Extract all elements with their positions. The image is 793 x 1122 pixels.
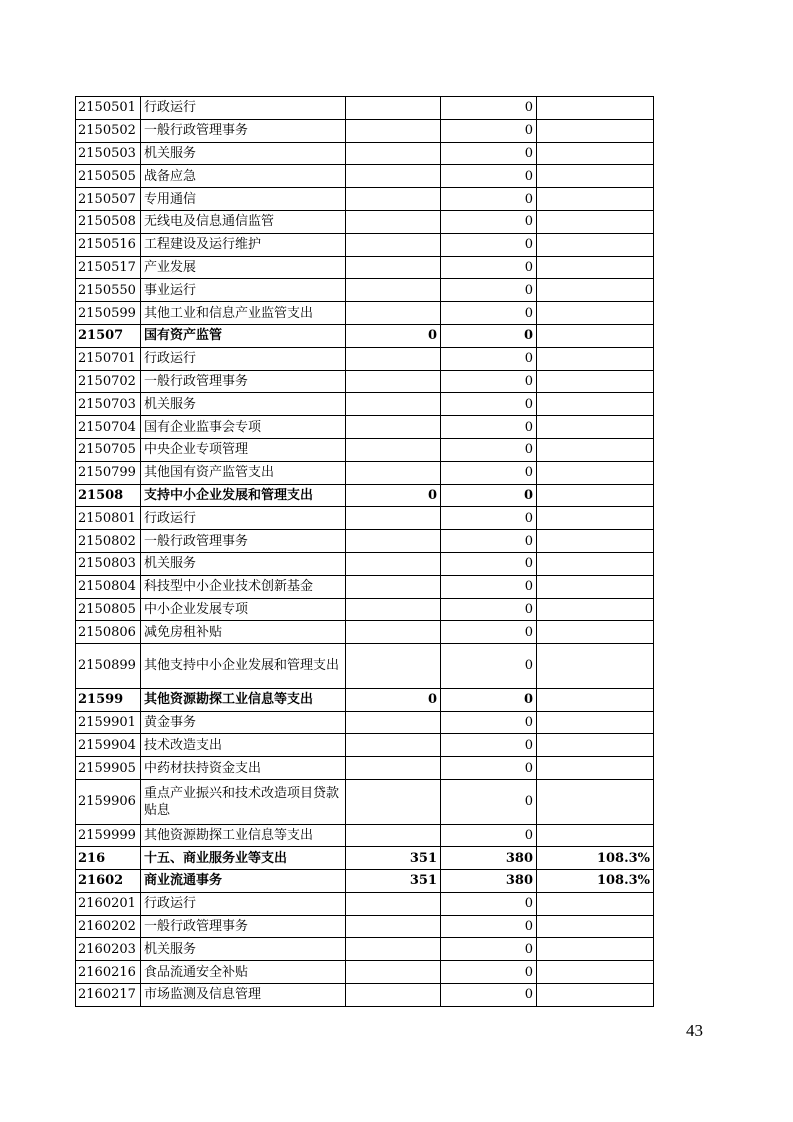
budget-amount-cell bbox=[346, 915, 441, 938]
actual-amount-cell: 0 bbox=[441, 915, 537, 938]
table-row bbox=[76, 324, 654, 347]
subject-name-cell: 中小企业发展专项 bbox=[141, 598, 346, 621]
actual-amount-cell: 0 bbox=[441, 97, 537, 120]
subject-code-cell: 21602 bbox=[76, 870, 141, 893]
budget-amount-cell bbox=[346, 507, 441, 530]
table-row bbox=[76, 621, 654, 644]
completion-ratio-cell bbox=[537, 324, 654, 347]
actual-amount-cell: 0 bbox=[441, 484, 537, 507]
completion-ratio-cell bbox=[537, 256, 654, 279]
actual-amount-cell: 0 bbox=[441, 824, 537, 847]
subject-name-cell: 一般行政管理事务 bbox=[141, 119, 346, 142]
actual-amount-cell: 0 bbox=[441, 938, 537, 961]
subject-code-cell: 2150501 bbox=[76, 97, 141, 120]
completion-ratio-cell bbox=[537, 598, 654, 621]
subject-name-cell: 行政运行 bbox=[141, 97, 346, 120]
table-row bbox=[76, 393, 654, 416]
table-row bbox=[76, 870, 654, 893]
table-row bbox=[76, 97, 654, 120]
completion-ratio-cell bbox=[537, 347, 654, 370]
completion-ratio-cell bbox=[537, 119, 654, 142]
completion-ratio-cell: 108.3% bbox=[537, 870, 654, 893]
subject-code-cell: 2150505 bbox=[76, 165, 141, 188]
actual-amount-cell: 0 bbox=[441, 892, 537, 915]
subject-name-cell: 工程建设及运行维护 bbox=[141, 233, 346, 256]
table-row bbox=[76, 961, 654, 984]
subject-name-cell: 减免房租补贴 bbox=[141, 621, 346, 644]
table-row bbox=[76, 552, 654, 575]
budget-amount-cell bbox=[346, 233, 441, 256]
budget-amount-cell: 0 bbox=[346, 324, 441, 347]
subject-code-cell: 2150804 bbox=[76, 575, 141, 598]
budget-amount-cell bbox=[346, 438, 441, 461]
subject-code-cell: 2150806 bbox=[76, 621, 141, 644]
actual-amount-cell: 0 bbox=[441, 779, 537, 824]
table-row bbox=[76, 347, 654, 370]
budget-amount-cell: 0 bbox=[346, 688, 441, 711]
actual-amount-cell: 0 bbox=[441, 644, 537, 689]
actual-amount-cell: 0 bbox=[441, 961, 537, 984]
budget-amount-cell bbox=[346, 984, 441, 1007]
completion-ratio-cell bbox=[537, 575, 654, 598]
subject-code-cell: 21599 bbox=[76, 688, 141, 711]
completion-ratio-cell bbox=[537, 279, 654, 302]
completion-ratio-cell bbox=[537, 961, 654, 984]
budget-amount-cell bbox=[346, 757, 441, 780]
budget-expenditure-table bbox=[75, 96, 654, 1007]
actual-amount-cell: 0 bbox=[441, 324, 537, 347]
completion-ratio-cell bbox=[537, 507, 654, 530]
subject-name-cell: 行政运行 bbox=[141, 892, 346, 915]
subject-name-cell: 十五、商业服务业等支出 bbox=[141, 847, 346, 870]
completion-ratio-cell bbox=[537, 461, 654, 484]
subject-code-cell: 2160202 bbox=[76, 915, 141, 938]
actual-amount-cell: 0 bbox=[441, 552, 537, 575]
actual-amount-cell: 0 bbox=[441, 165, 537, 188]
completion-ratio-cell: 108.3% bbox=[537, 847, 654, 870]
budget-amount-cell bbox=[346, 779, 441, 824]
subject-code-cell: 2150503 bbox=[76, 142, 141, 165]
completion-ratio-cell bbox=[537, 233, 654, 256]
subject-name-cell: 食品流通安全补贴 bbox=[141, 961, 346, 984]
subject-code-cell: 2159999 bbox=[76, 824, 141, 847]
subject-code-cell: 2150801 bbox=[76, 507, 141, 530]
subject-name-cell: 行政运行 bbox=[141, 507, 346, 530]
actual-amount-cell: 380 bbox=[441, 870, 537, 893]
budget-amount-cell bbox=[346, 575, 441, 598]
budget-amount-cell: 351 bbox=[346, 870, 441, 893]
completion-ratio-cell bbox=[537, 621, 654, 644]
subject-code-cell: 2160201 bbox=[76, 892, 141, 915]
completion-ratio-cell bbox=[537, 984, 654, 1007]
subject-code-cell: 2150599 bbox=[76, 302, 141, 325]
subject-name-cell: 一般行政管理事务 bbox=[141, 370, 346, 393]
subject-code-cell: 2150802 bbox=[76, 530, 141, 553]
actual-amount-cell: 0 bbox=[441, 302, 537, 325]
table-row bbox=[76, 279, 654, 302]
subject-code-cell: 2150701 bbox=[76, 347, 141, 370]
completion-ratio-cell bbox=[537, 393, 654, 416]
subject-code-cell: 2150702 bbox=[76, 370, 141, 393]
completion-ratio-cell bbox=[537, 644, 654, 689]
subject-code-cell: 2160217 bbox=[76, 984, 141, 1007]
completion-ratio-cell bbox=[537, 711, 654, 734]
actual-amount-cell: 0 bbox=[441, 461, 537, 484]
table-row bbox=[76, 142, 654, 165]
table-row bbox=[76, 507, 654, 530]
actual-amount-cell: 0 bbox=[441, 984, 537, 1007]
subject-name-cell: 其他支持中小企业发展和管理支出 bbox=[141, 644, 346, 689]
table-row bbox=[76, 438, 654, 461]
subject-name-cell: 机关服务 bbox=[141, 393, 346, 416]
completion-ratio-cell bbox=[537, 142, 654, 165]
completion-ratio-cell bbox=[537, 779, 654, 824]
actual-amount-cell: 0 bbox=[441, 621, 537, 644]
subject-name-cell: 机关服务 bbox=[141, 142, 346, 165]
table-row bbox=[76, 938, 654, 961]
budget-amount-cell bbox=[346, 347, 441, 370]
budget-amount-cell bbox=[346, 279, 441, 302]
actual-amount-cell: 380 bbox=[441, 847, 537, 870]
budget-amount-cell bbox=[346, 416, 441, 439]
table-row bbox=[76, 461, 654, 484]
budget-amount-cell bbox=[346, 961, 441, 984]
budget-amount-cell bbox=[346, 644, 441, 689]
completion-ratio-cell bbox=[537, 734, 654, 757]
table-row bbox=[76, 915, 654, 938]
subject-code-cell: 2150516 bbox=[76, 233, 141, 256]
subject-code-cell: 2150703 bbox=[76, 393, 141, 416]
subject-name-cell: 国有企业监事会专项 bbox=[141, 416, 346, 439]
subject-code-cell: 2159904 bbox=[76, 734, 141, 757]
subject-name-cell: 科技型中小企业技术创新基金 bbox=[141, 575, 346, 598]
completion-ratio-cell bbox=[537, 438, 654, 461]
actual-amount-cell: 0 bbox=[441, 256, 537, 279]
budget-amount-cell bbox=[346, 165, 441, 188]
table-row bbox=[76, 575, 654, 598]
completion-ratio-cell bbox=[537, 370, 654, 393]
subject-code-cell: 2150899 bbox=[76, 644, 141, 689]
table-row bbox=[76, 119, 654, 142]
subject-code-cell: 21507 bbox=[76, 324, 141, 347]
subject-code-cell: 2150799 bbox=[76, 461, 141, 484]
budget-amount-cell bbox=[346, 302, 441, 325]
actual-amount-cell: 0 bbox=[441, 370, 537, 393]
page-number: 43 bbox=[686, 1021, 703, 1040]
subject-name-cell: 中央企业专项管理 bbox=[141, 438, 346, 461]
subject-code-cell: 2150507 bbox=[76, 188, 141, 211]
completion-ratio-cell bbox=[537, 552, 654, 575]
subject-name-cell: 机关服务 bbox=[141, 552, 346, 575]
completion-ratio-cell bbox=[537, 757, 654, 780]
budget-amount-cell bbox=[346, 711, 441, 734]
budget-amount-cell bbox=[346, 892, 441, 915]
table-row bbox=[76, 210, 654, 233]
actual-amount-cell: 0 bbox=[441, 734, 537, 757]
budget-amount-cell bbox=[346, 188, 441, 211]
subject-name-cell: 专用通信 bbox=[141, 188, 346, 211]
actual-amount-cell: 0 bbox=[441, 711, 537, 734]
table-row bbox=[76, 165, 654, 188]
subject-code-cell: 216 bbox=[76, 847, 141, 870]
subject-code-cell: 2159905 bbox=[76, 757, 141, 780]
budget-amount-cell bbox=[346, 210, 441, 233]
table-row bbox=[76, 734, 654, 757]
completion-ratio-cell bbox=[537, 892, 654, 915]
budget-amount-cell bbox=[346, 530, 441, 553]
subject-code-cell: 2160216 bbox=[76, 961, 141, 984]
completion-ratio-cell bbox=[537, 210, 654, 233]
subject-name-cell: 商业流通事务 bbox=[141, 870, 346, 893]
subject-name-cell: 其他资源勘探工业信息等支出 bbox=[141, 824, 346, 847]
actual-amount-cell: 0 bbox=[441, 757, 537, 780]
subject-name-cell: 一般行政管理事务 bbox=[141, 530, 346, 553]
subject-name-cell: 无线电及信息通信监管 bbox=[141, 210, 346, 233]
actual-amount-cell: 0 bbox=[441, 575, 537, 598]
subject-code-cell: 2150502 bbox=[76, 119, 141, 142]
actual-amount-cell: 0 bbox=[441, 507, 537, 530]
actual-amount-cell: 0 bbox=[441, 119, 537, 142]
actual-amount-cell: 0 bbox=[441, 438, 537, 461]
subject-name-cell: 市场监测及信息管理 bbox=[141, 984, 346, 1007]
actual-amount-cell: 0 bbox=[441, 598, 537, 621]
table-row bbox=[76, 598, 654, 621]
subject-code-cell: 2150705 bbox=[76, 438, 141, 461]
subject-name-cell: 重点产业振兴和技术改造项目贷款贴息 bbox=[141, 779, 346, 824]
actual-amount-cell: 0 bbox=[441, 688, 537, 711]
completion-ratio-cell bbox=[537, 302, 654, 325]
subject-code-cell: 2159901 bbox=[76, 711, 141, 734]
subject-code-cell: 21508 bbox=[76, 484, 141, 507]
completion-ratio-cell bbox=[537, 484, 654, 507]
budget-amount-cell bbox=[346, 393, 441, 416]
budget-amount-cell: 351 bbox=[346, 847, 441, 870]
table-row bbox=[76, 757, 654, 780]
actual-amount-cell: 0 bbox=[441, 530, 537, 553]
budget-amount-cell bbox=[346, 119, 441, 142]
table-row bbox=[76, 484, 654, 507]
subject-name-cell: 国有资产监管 bbox=[141, 324, 346, 347]
budget-amount-cell bbox=[346, 824, 441, 847]
completion-ratio-cell bbox=[537, 915, 654, 938]
table-row bbox=[76, 188, 654, 211]
budget-amount-cell bbox=[346, 552, 441, 575]
table-row bbox=[76, 416, 654, 439]
subject-code-cell: 2150508 bbox=[76, 210, 141, 233]
completion-ratio-cell bbox=[537, 188, 654, 211]
budget-amount-cell bbox=[346, 461, 441, 484]
subject-code-cell: 2160203 bbox=[76, 938, 141, 961]
subject-name-cell: 其他国有资产监管支出 bbox=[141, 461, 346, 484]
actual-amount-cell: 0 bbox=[441, 347, 537, 370]
completion-ratio-cell bbox=[537, 416, 654, 439]
table-row bbox=[76, 984, 654, 1007]
budget-amount-cell bbox=[346, 97, 441, 120]
completion-ratio-cell bbox=[537, 824, 654, 847]
actual-amount-cell: 0 bbox=[441, 210, 537, 233]
subject-code-cell: 2150803 bbox=[76, 552, 141, 575]
table-row bbox=[76, 711, 654, 734]
subject-name-cell: 事业运行 bbox=[141, 279, 346, 302]
actual-amount-cell: 0 bbox=[441, 233, 537, 256]
completion-ratio-cell bbox=[537, 530, 654, 553]
completion-ratio-cell bbox=[537, 688, 654, 711]
table-row bbox=[76, 530, 654, 553]
table-row bbox=[76, 688, 654, 711]
subject-name-cell: 技术改造支出 bbox=[141, 734, 346, 757]
subject-name-cell: 支持中小企业发展和管理支出 bbox=[141, 484, 346, 507]
budget-amount-cell bbox=[346, 598, 441, 621]
subject-name-cell: 中药材扶持资金支出 bbox=[141, 757, 346, 780]
budget-amount-cell bbox=[346, 256, 441, 279]
subject-code-cell: 2150550 bbox=[76, 279, 141, 302]
subject-code-cell: 2150805 bbox=[76, 598, 141, 621]
subject-name-cell: 其他资源勘探工业信息等支出 bbox=[141, 688, 346, 711]
budget-amount-cell bbox=[346, 370, 441, 393]
actual-amount-cell: 0 bbox=[441, 416, 537, 439]
actual-amount-cell: 0 bbox=[441, 142, 537, 165]
completion-ratio-cell bbox=[537, 165, 654, 188]
budget-amount-cell: 0 bbox=[346, 484, 441, 507]
table-row bbox=[76, 644, 654, 689]
subject-code-cell: 2150704 bbox=[76, 416, 141, 439]
completion-ratio-cell bbox=[537, 938, 654, 961]
table-row bbox=[76, 370, 654, 393]
table-row bbox=[76, 233, 654, 256]
subject-name-cell: 产业发展 bbox=[141, 256, 346, 279]
budget-amount-cell bbox=[346, 938, 441, 961]
subject-name-cell: 机关服务 bbox=[141, 938, 346, 961]
budget-amount-cell bbox=[346, 621, 441, 644]
subject-name-cell: 其他工业和信息产业监管支出 bbox=[141, 302, 346, 325]
actual-amount-cell: 0 bbox=[441, 279, 537, 302]
subject-name-cell: 黄金事务 bbox=[141, 711, 346, 734]
actual-amount-cell: 0 bbox=[441, 188, 537, 211]
table-row bbox=[76, 824, 654, 847]
table-row bbox=[76, 847, 654, 870]
completion-ratio-cell bbox=[537, 97, 654, 120]
table-body bbox=[76, 97, 654, 1007]
subject-name-cell: 一般行政管理事务 bbox=[141, 915, 346, 938]
budget-amount-cell bbox=[346, 734, 441, 757]
table-row bbox=[76, 256, 654, 279]
table-row bbox=[76, 779, 654, 824]
subject-code-cell: 2159906 bbox=[76, 779, 141, 824]
actual-amount-cell: 0 bbox=[441, 393, 537, 416]
subject-name-cell: 行政运行 bbox=[141, 347, 346, 370]
subject-code-cell: 2150517 bbox=[76, 256, 141, 279]
subject-name-cell: 战备应急 bbox=[141, 165, 346, 188]
table-row bbox=[76, 302, 654, 325]
budget-amount-cell bbox=[346, 142, 441, 165]
table-row bbox=[76, 892, 654, 915]
